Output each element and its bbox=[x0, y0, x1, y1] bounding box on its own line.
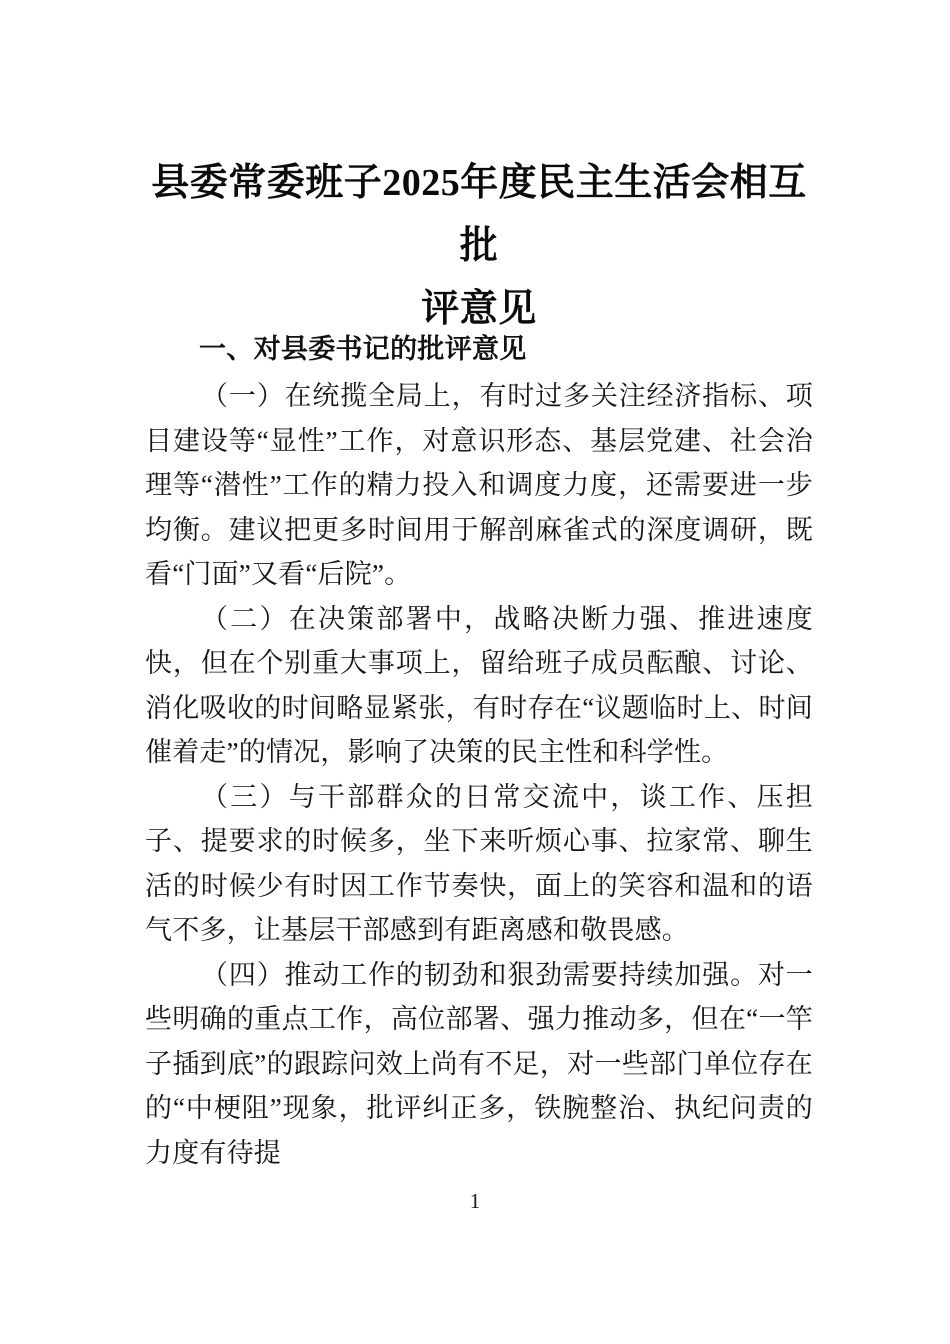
document-title-line-2: 评意见 bbox=[421, 288, 537, 330]
section-heading-1: 一、对县委书记的批评意见 bbox=[199, 334, 527, 365]
paragraph-2: （二）在决策部署中，战略决断力强、推进速度快，但在个别重大事项上，留给班子成员酝酿、讨论、消化吸收的时间略显紧张，有时存在“议题临时上、时间催着走”的情况，影响了决策的民主性和科学性。 bbox=[145, 603, 813, 767]
page-number: 1 bbox=[469, 1189, 481, 1213]
document-body bbox=[145, 328, 813, 1175]
document-title bbox=[145, 152, 813, 341]
paragraph-1: （一）在统揽全局上，有时过多关注经济指标、项目建设等“显性”工作，对意识形态、基层党建、社会治理等“潜性”工作的精力投入和调度力度，还需要进一步均衡。建议把更多时间用于解剖麻雀式的深度调研，既看“门面”又看“后院”。 bbox=[145, 381, 813, 589]
paragraph-3: （三）与干部群众的日常交流中，谈工作、压担子、提要求的时候多，坐下来听烦心事、拉家常、聊生活的时候少有时因工作节奏快，面上的笑容和温和的语气不多，让基层干部感到有距离感和敬畏感。 bbox=[145, 781, 813, 945]
document-title-line-1: 县委常委班子2025年度民主生活会相互批 bbox=[151, 162, 807, 267]
paragraph-4: （四）推动工作的韧劲和狠劲需要持续加强。对一些明确的重点工作，高位部署、强力推动多，但在“一竿子插到底”的跟踪问效上尚有不足，对一些部门单位存在的“中梗阻”现象，批评纠正多，铁腕整治、执纪问责的力度有待提 bbox=[145, 959, 813, 1168]
